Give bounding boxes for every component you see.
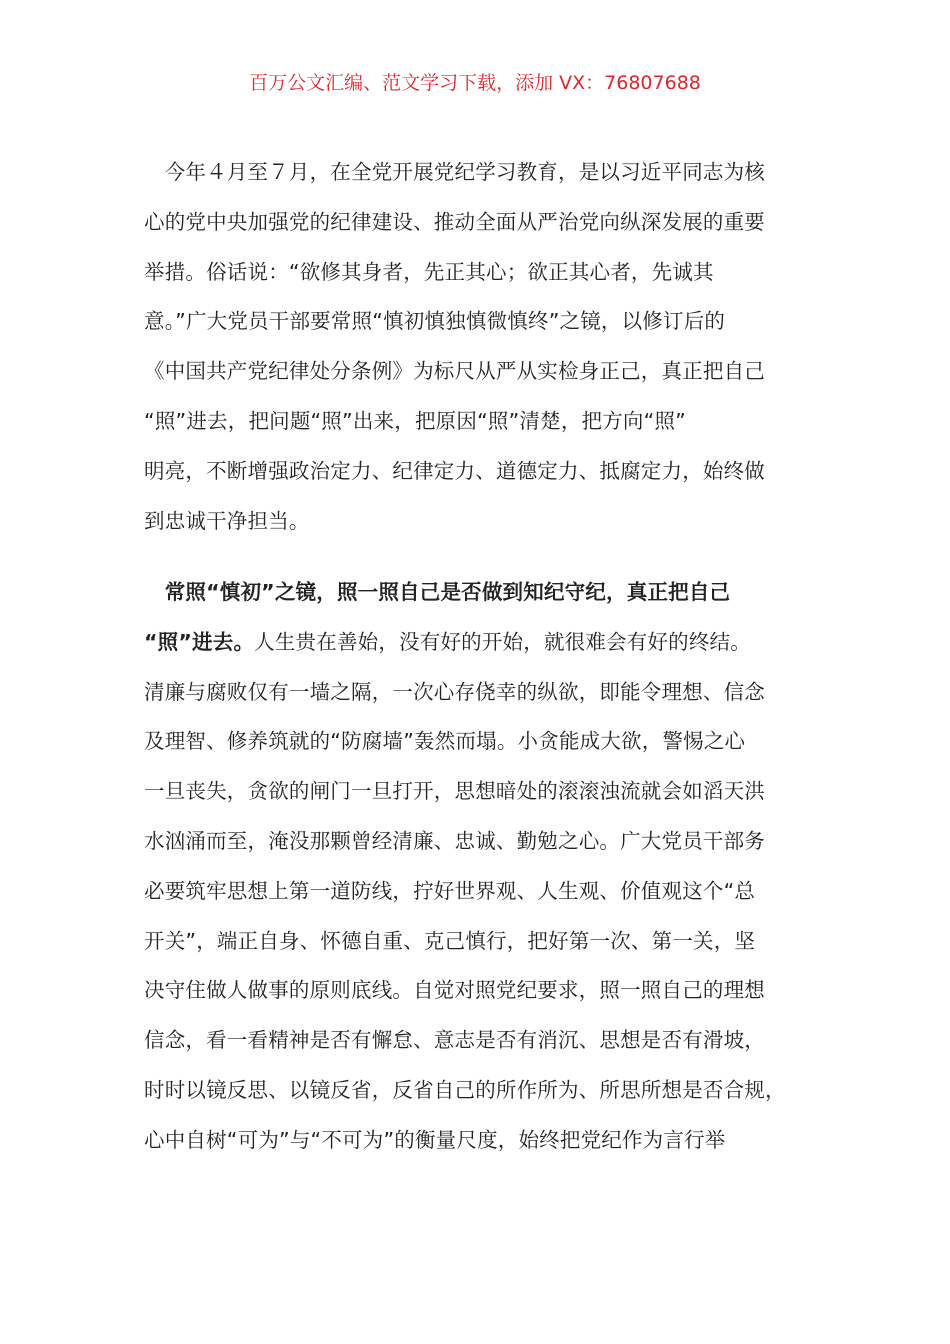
line-text: “照”进去，把问题“照”出来，把原因“照”清楚，把方向“照” — [144, 409, 686, 433]
paragraph-1-line — [144, 158, 765, 186]
line-text: 决守住做人做事的原则底线。自觉对照党纪要求，照一照自己的理想 — [144, 978, 765, 1003]
paragraph-2-line — [144, 777, 765, 805]
paragraph-2-line — [144, 1026, 765, 1054]
line-text: 信念，看一看精神是否有懈怠、意志是否有消沉、思想是否有滑坡， — [144, 1028, 765, 1053]
line-text: 心中自树“可为”与“不可为”的衡量尺度，始终把党纪作为言行举 — [144, 1127, 726, 1152]
paragraph-2-line — [144, 578, 730, 606]
line-text: 明亮，不断增强政治定力、纪律定力、道德定力、抵腐定力，始终做 — [144, 458, 765, 483]
paragraph-2-line — [144, 976, 765, 1004]
line-text: 人生贵在善始，没有好的开始，就很难会有好的终结。 — [254, 629, 751, 654]
line-text: 及理智、修养筑就的“防腐墙”轰然而塌。小贪能成大欲，警惕之心 — [144, 729, 746, 754]
paragraph-2-line — [144, 1126, 725, 1154]
paragraph-2-line — [144, 827, 765, 855]
line-text: 开关”，端正自身、怀德自重、克己慎行，把好第一次、第一关，坚 — [144, 928, 756, 953]
paragraph-2-line — [144, 628, 751, 656]
watermark-header: 百万公文汇编、范文学习下载，添加 VX：76807688 — [249, 72, 701, 94]
line-text: 到忠诚干净担当。 — [144, 508, 310, 533]
paragraph-1-line — [144, 258, 714, 286]
paragraph-1-line — [144, 208, 765, 236]
paragraph-2-line — [144, 678, 765, 706]
line-text: 心的党中央加强党的纪律建设、推动全面从严治党向纵深发展的重要 — [144, 209, 765, 234]
paragraph-1-line — [144, 507, 310, 535]
line-text: 时时以镜反思、以镜反省，反省自己的所作所为、所思所想是否合规， — [144, 1078, 786, 1102]
paragraph-1-line — [144, 407, 686, 435]
paragraph-1-line — [144, 307, 725, 335]
paragraph-2-line — [144, 877, 755, 905]
paragraph-2-line — [144, 1076, 786, 1104]
paragraph-2-line — [144, 927, 755, 955]
line-text: 举措。俗话说：“欲修其身者，先正其心；欲正其心者，先诚其 — [144, 259, 714, 284]
line-text: 今年４月至７月，在全党开展党纪学习教育，是以习近平同志为核 — [144, 160, 765, 184]
bold-heading-text: “照”进去。 — [144, 629, 255, 654]
paragraph-2-line — [144, 727, 745, 755]
line-text: 水汹涌而至，淹没那颗曾经清廉、忠诚、勤勉之心。广大党员干部务 — [144, 829, 765, 853]
line-text: 《中国共产党纪律处分条例》为标尺从严从实检身正己，真正把自己 — [144, 359, 765, 384]
line-text: 清廉与腐败仅有一墙之隔，一次心存侥幸的纵欲，即能令理想、信念 — [144, 679, 765, 704]
line-text: 意。”广大党员干部要常照“慎初慎独慎微慎终”之镜，以修订后的 — [144, 309, 726, 334]
paragraph-1-line — [144, 457, 765, 485]
line-text: 必要筑牢思想上第一道防线，拧好世界观、人生观、价值观这个“总 — [144, 878, 756, 903]
line-text: 一旦丧失，贪欲的闸门一旦打开，思想暗处的滚滚浊流就会如滔天洪 — [144, 779, 765, 804]
bold-heading-text: 常照“慎初”之镜，照一照自己是否做到知纪守纪，真正把自己 — [144, 580, 731, 604]
paragraph-1-line — [144, 357, 765, 385]
